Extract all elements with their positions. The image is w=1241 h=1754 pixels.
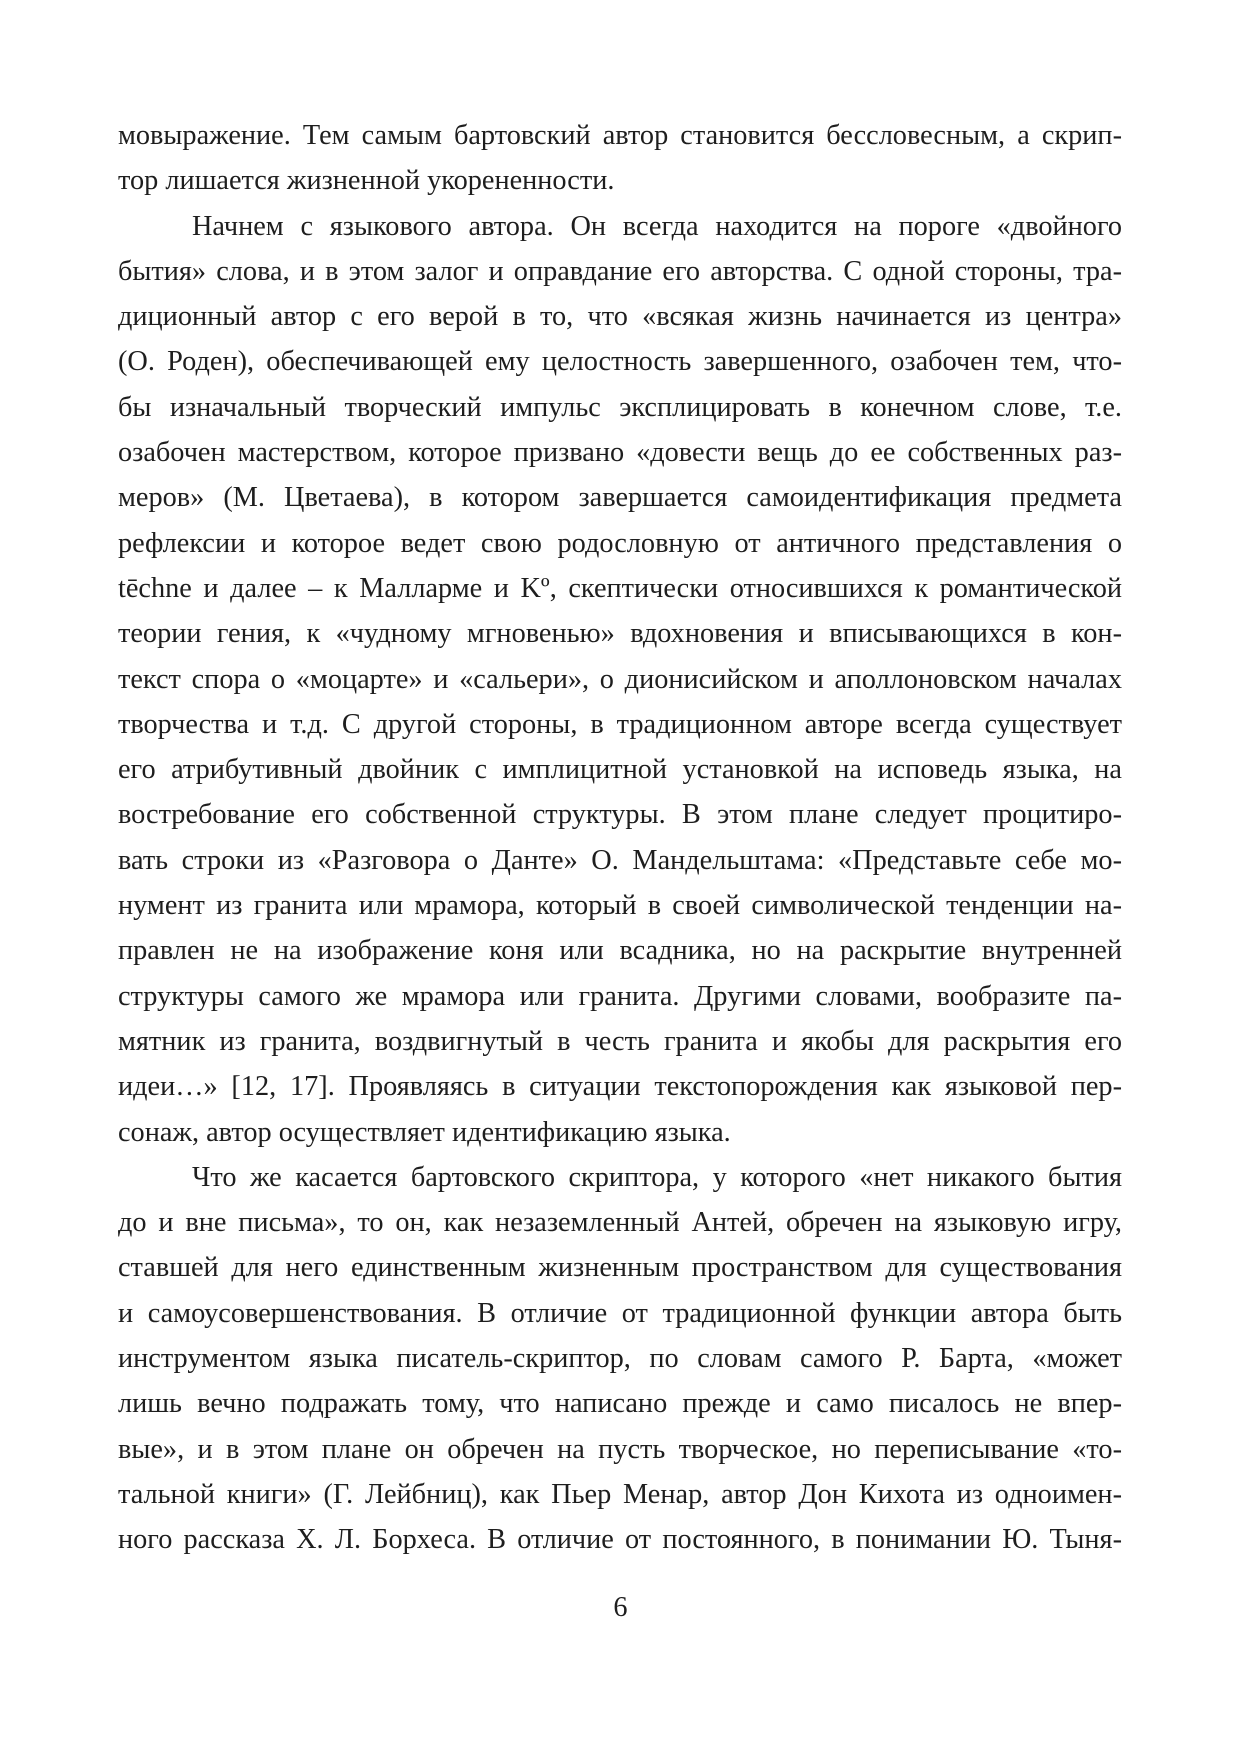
text-line: вать строки из «Разговора о Данте» О. Мандельштама: «Представьте себе мо-: [118, 844, 1122, 876]
text-line: его атрибутивный двойник с имплицитной установкой на исповедь языка, на: [118, 754, 1122, 786]
paragraph-1: [118, 113, 1122, 204]
text-line: озабочен мастерством, которое призвано «довести вещь до ее собственных раз-: [118, 437, 1122, 469]
paragraph-3: [118, 1155, 1122, 1563]
text-line: Что же касается бартовского скриптора, у которого «нет никакого бытия: [192, 1161, 1122, 1193]
text-line: до и вне письма», то он, как незаземленный Антей, обречен на языковую игру,: [118, 1207, 1122, 1239]
text-line: тор лишается жизненной укорененности.: [118, 165, 615, 197]
text-line: правлен не на изображение коня или всадника, но на раскрытие внутренней: [118, 935, 1122, 967]
text-line: тальной книги» (Г. Лейбниц), как Пьер Менар, автор Дон Кихота из одноимен-: [118, 1478, 1122, 1510]
text-line: и самоусовершенствования. В отличие от традиционной функции автора быть: [118, 1297, 1122, 1329]
text-line: сонаж, автор осуществляет идентификацию языка.: [118, 1116, 731, 1148]
text-line: ного рассказа Х. Л. Борхеса. В отличие от постоянного, в понимании Ю. Тыня-: [118, 1524, 1122, 1556]
text-line: идеи…» [12, 17]. Проявляясь в ситуации текстопорождения как языковой пер-: [118, 1071, 1122, 1103]
text-line: мятник из гранита, воздвигнутый в честь гранита и якобы для раскрытия его: [118, 1025, 1122, 1057]
text-line: вые», и в этом плане он обречен на пусть творческое, но переписывание «то-: [118, 1433, 1122, 1465]
text-line: востребование его собственной структуры. В этом плане следует процитиро-: [118, 799, 1122, 831]
text-line: творчества и т.д. С другой стороны, в традиционном авторе всегда существует: [118, 708, 1122, 740]
text-line: рефлексии и которое ведет свою родословную от античного представления о: [118, 527, 1122, 559]
text-line: (О. Роден), обеспечивающей ему целостность завершенного, озабочен тем, что-: [118, 346, 1122, 378]
paragraph-2: [118, 204, 1122, 1155]
text-line: бы изначальный творческий импульс эксплицировать в конечном слове, т.е.: [118, 391, 1122, 423]
text-line: бытия» слова, и в этом залог и оправдание его авторства. С одной стороны, тра-: [118, 255, 1122, 287]
text-line: структуры самого же мрамора или гранита. Другими словами, вообразите па-: [118, 980, 1122, 1012]
text-line: ставшей для него единственным жизненным пространством для существования: [118, 1252, 1122, 1284]
text-line: диционный автор с его верой в то, что «всякая жизнь начинается из центра»: [118, 301, 1122, 333]
text-line: лишь вечно подражать тому, что написано прежде и само писалось не впер-: [118, 1388, 1122, 1420]
text-line: теории гения, к «чудному мгновенью» вдохновения и вписывающихся в кон-: [118, 618, 1122, 650]
text-line: Начнем с языкового автора. Он всегда находится на пороге «двойного: [192, 210, 1122, 242]
text-line: инструментом языка писатель-скриптор, по словам самого Р. Барта, «может: [118, 1343, 1122, 1375]
text-line: текст спора о «моцарте» и «сальери», о дионисийском и аполлоновском началах: [118, 663, 1122, 695]
text-line: меров» (М. Цветаева), в котором завершается самоидентификация предмета: [118, 482, 1122, 514]
page-number: 6: [613, 1592, 628, 1623]
text-line: tēchne и далее – к Малларме и Kº, скептически относившихся к романтической: [118, 572, 1122, 604]
text-line: мовыражение. Тем самым бартовский автор становится бессловесным, а скрип-: [118, 120, 1122, 151]
body-text: [118, 113, 1122, 1563]
text-line: нумент из гранита или мрамора, который в своей символической тенденции на-: [118, 890, 1122, 922]
